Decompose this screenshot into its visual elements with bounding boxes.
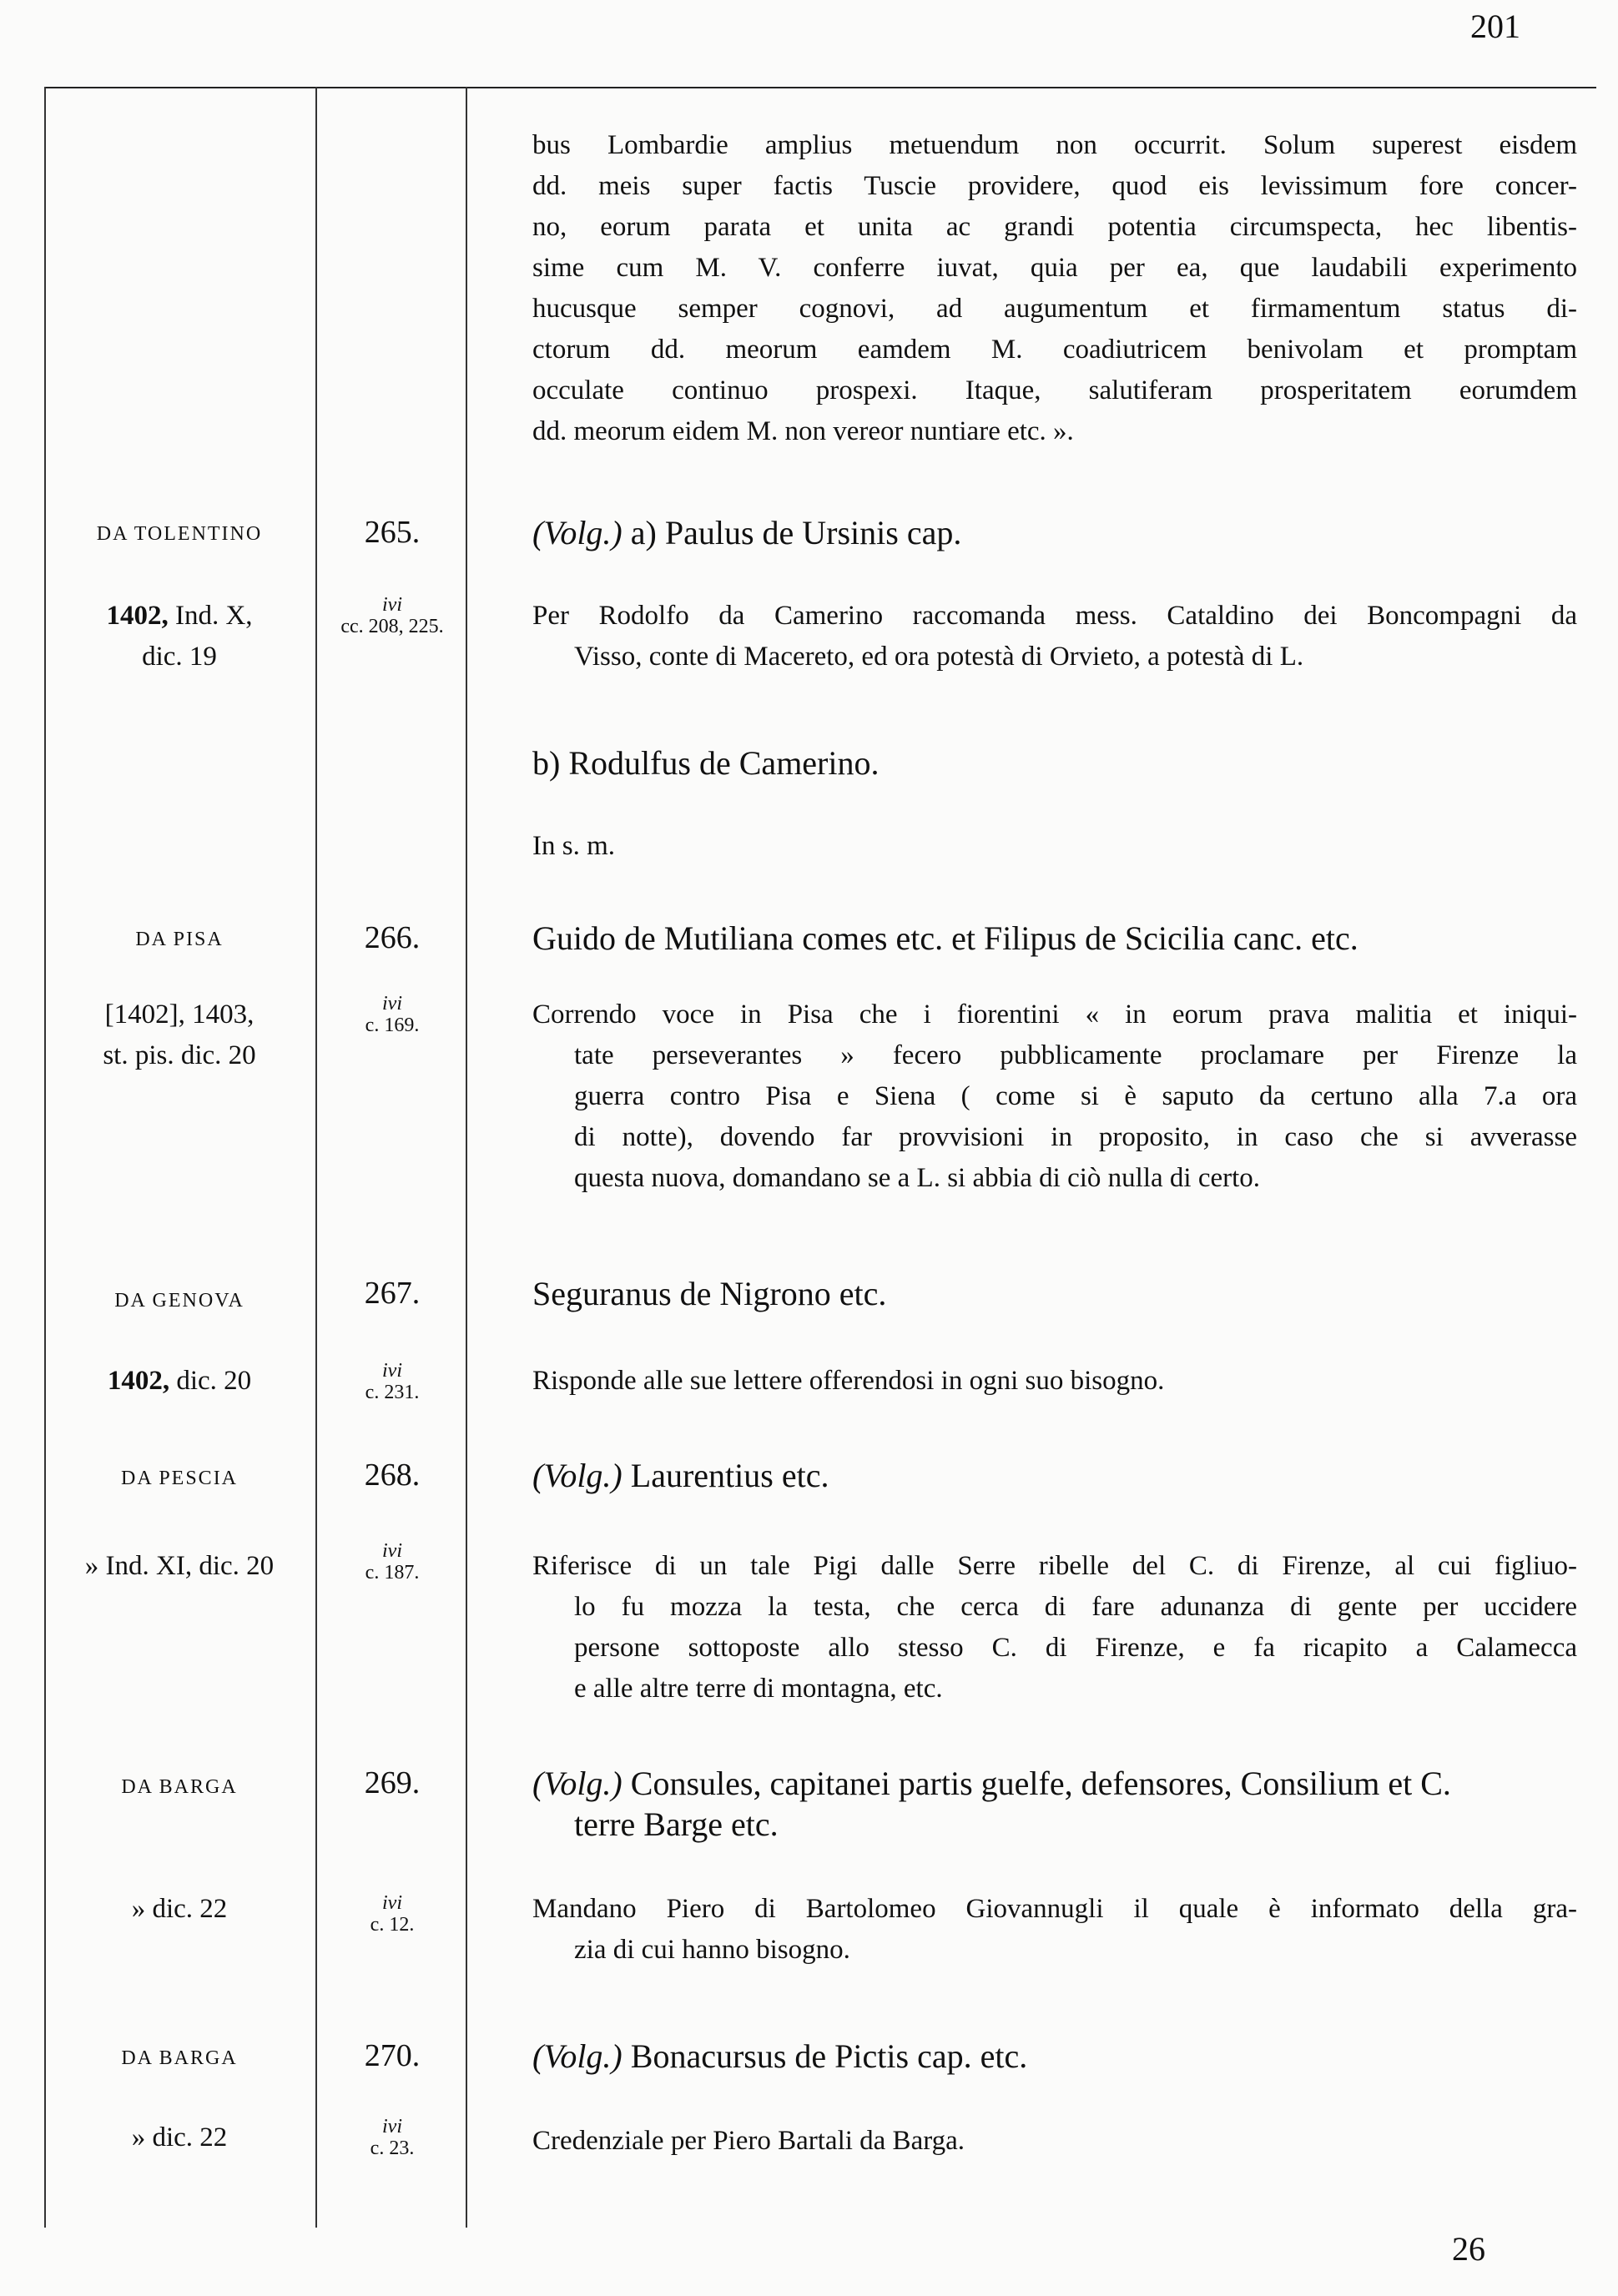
entry-number: 270. bbox=[364, 2038, 421, 2073]
ref-carte: c. 169. bbox=[365, 1015, 420, 1036]
ref-carte: c. 23. bbox=[370, 2137, 415, 2159]
page-number-bottom: 26 bbox=[1452, 2230, 1485, 2268]
text-line: Credenziale per Piero Bartali da Barga. bbox=[532, 2126, 965, 2156]
text-line: ctorum dd. meorum eamdem M. coadiutricem benivolam et promptam bbox=[532, 335, 1577, 365]
heading-text: Laurentius etc. bbox=[622, 1457, 829, 1494]
entry-heading bbox=[532, 1763, 1451, 1804]
ref-carte: c. 231. bbox=[365, 1382, 420, 1403]
entry-date: [1402], 1403, bbox=[104, 999, 255, 1030]
text-line: bus Lombardie amplius metuendum non occurrit. Solum superest eisdem bbox=[532, 130, 1577, 160]
text-line: Correndo voce in Pisa che i fiorentini « in eorum prava malitia et iniqui- bbox=[532, 999, 1577, 1030]
entry-date-line2: st. pis. dic. 20 bbox=[103, 1040, 256, 1070]
entry-number: 268. bbox=[364, 1458, 421, 1493]
text-line: guerra contro Pisa e Siena ( come si è saputo da certuno alla 7.a ora bbox=[574, 1081, 1577, 1111]
text-line: lo fu mozza la testa, che cerca di fare adunanza di gente per uccidere bbox=[574, 1592, 1577, 1622]
text-line: Riferisce di un tale Pigi dalle Serre ribelle del C. di Firenze, al cui figliuo- bbox=[532, 1551, 1577, 1581]
ref-carte: c. 187. bbox=[365, 1562, 420, 1584]
entry-date: » dic. 22 bbox=[131, 2122, 228, 2152]
heading-text: Consules, capitanei partis guelfe, defensores, Consilium et C. bbox=[622, 1765, 1451, 1802]
text-line: sime cum M. V. conferre iuvat, quia per ea, que laudabili experimento bbox=[532, 253, 1577, 283]
entry-note: In s. m. bbox=[532, 831, 615, 861]
text-line: tate perseverantes » fecero pubblicamente proclamare per Firenze la bbox=[574, 1040, 1577, 1070]
heading-prefix: (Volg.) bbox=[532, 514, 623, 551]
entry-number: 265. bbox=[364, 515, 421, 550]
text-line: persone sottoposte allo stesso C. di Firenze, e fa ricapito a Calamecca bbox=[574, 1633, 1577, 1663]
text-line: di notte), dovendo far provvisioni in proposito, in caso che si avverasse bbox=[574, 1122, 1577, 1152]
text-line: Visso, conte di Macereto, ed ora potestà di Orvieto, a potestà di L. bbox=[574, 642, 1304, 672]
header-rule bbox=[44, 87, 1596, 88]
entry-heading bbox=[532, 512, 961, 553]
heading-text: a) Paulus de Ursinis cap. bbox=[622, 514, 962, 551]
text-line: hucusque semper cognovi, ad augumentum et firmamentum status di- bbox=[532, 294, 1577, 324]
entry-reference bbox=[321, 1360, 463, 1403]
entry-place: DA GENOVA bbox=[114, 1290, 244, 1312]
date-year: 1402, bbox=[106, 601, 169, 631]
text-line: occulate continuo prospexi. Itaque, salutiferam prosperitatem eorumdem bbox=[532, 375, 1577, 405]
ref-ivi: ivi bbox=[382, 1540, 402, 1562]
text-line: dd. meis super factis Tuscie providere, quod eis levissimum fore concer- bbox=[532, 171, 1577, 201]
heading-prefix: (Volg.) bbox=[532, 1765, 623, 1802]
entry-subheading: b) Rodulfus de Camerino. bbox=[532, 744, 880, 782]
entry-reference bbox=[321, 993, 463, 1036]
date-rest: dic. 20 bbox=[169, 1366, 252, 1396]
entry-place: DA PISA bbox=[135, 929, 224, 950]
entry-heading-line2: terre Barge etc. bbox=[574, 1805, 779, 1843]
entry-date bbox=[50, 596, 309, 637]
heading-text: Bonacursus de Pictis cap. etc. bbox=[622, 2037, 1028, 2075]
ref-ivi: ivi bbox=[382, 993, 402, 1015]
text-line: Mandano Piero di Bartolomeo Giovannugli il quale è informato della gra- bbox=[532, 1894, 1577, 1924]
entry-reference bbox=[321, 1892, 463, 1936]
date-year: 1402, bbox=[107, 1366, 170, 1396]
entry-heading bbox=[532, 2036, 1027, 2077]
heading-prefix: (Volg.) bbox=[532, 2037, 623, 2075]
column-rule-right bbox=[466, 87, 467, 2228]
ref-ivi: ivi bbox=[382, 2116, 402, 2137]
ref-ivi: ivi bbox=[382, 1360, 402, 1382]
date-rest: Ind. X, bbox=[168, 601, 253, 631]
entry-number: 267. bbox=[364, 1276, 421, 1311]
entry-number: 266. bbox=[364, 920, 421, 955]
column-rule-middle bbox=[315, 87, 317, 2228]
entry-heading bbox=[532, 1455, 829, 1496]
ref-carte: c. 12. bbox=[370, 1914, 415, 1936]
entry-heading: Guido de Mutiliana comes etc. et Filipus de Scicilia canc. etc. bbox=[532, 919, 1358, 957]
entry-reference bbox=[321, 2116, 463, 2159]
entry-place: DA BARGA bbox=[121, 1776, 238, 1798]
entry-heading: Seguranus de Nigrono etc. bbox=[532, 1275, 887, 1312]
entry-date: » dic. 22 bbox=[131, 1894, 228, 1924]
text-line: e alle altre terre di montagna, etc. bbox=[574, 1674, 943, 1704]
text-line: Risponde alle sue lettere offerendosi in ogni suo bisogno. bbox=[532, 1366, 1165, 1396]
ref-ivi: ivi bbox=[382, 1892, 402, 1914]
column-rule-left bbox=[44, 87, 46, 2228]
text-line: questa nuova, domandano se a L. si abbia di ciò nulla di certo. bbox=[574, 1163, 1261, 1193]
page-number-top: 201 bbox=[1470, 8, 1520, 45]
text-line: no, eorum parata et unita ac grandi potentia circumspecta, hec libentis- bbox=[532, 212, 1577, 242]
entry-reference bbox=[321, 594, 463, 637]
text-line: zia di cui hanno bisogno. bbox=[574, 1935, 850, 1965]
entry-number: 269. bbox=[364, 1765, 421, 1800]
entry-place: DA BARGA bbox=[121, 2047, 238, 2069]
entry-date: » Ind. XI, dic. 20 bbox=[84, 1551, 275, 1581]
entry-date bbox=[50, 1361, 309, 1402]
entry-place: DA TOLENTINO bbox=[96, 523, 263, 545]
heading-prefix: (Volg.) bbox=[532, 1457, 623, 1494]
text-line: dd. meorum eidem M. non vereor nuntiare etc. ». bbox=[532, 416, 1074, 446]
entry-reference bbox=[321, 1540, 463, 1584]
entry-date-line2: dic. 19 bbox=[142, 642, 217, 672]
entry-place: DA PESCIA bbox=[120, 1468, 239, 1489]
text-line: Per Rodolfo da Camerino raccomanda mess. Cataldino dei Boncompagni da bbox=[532, 601, 1577, 631]
ref-ivi: ivi bbox=[382, 594, 402, 616]
ref-carte: cc. 208, 225. bbox=[340, 616, 444, 637]
